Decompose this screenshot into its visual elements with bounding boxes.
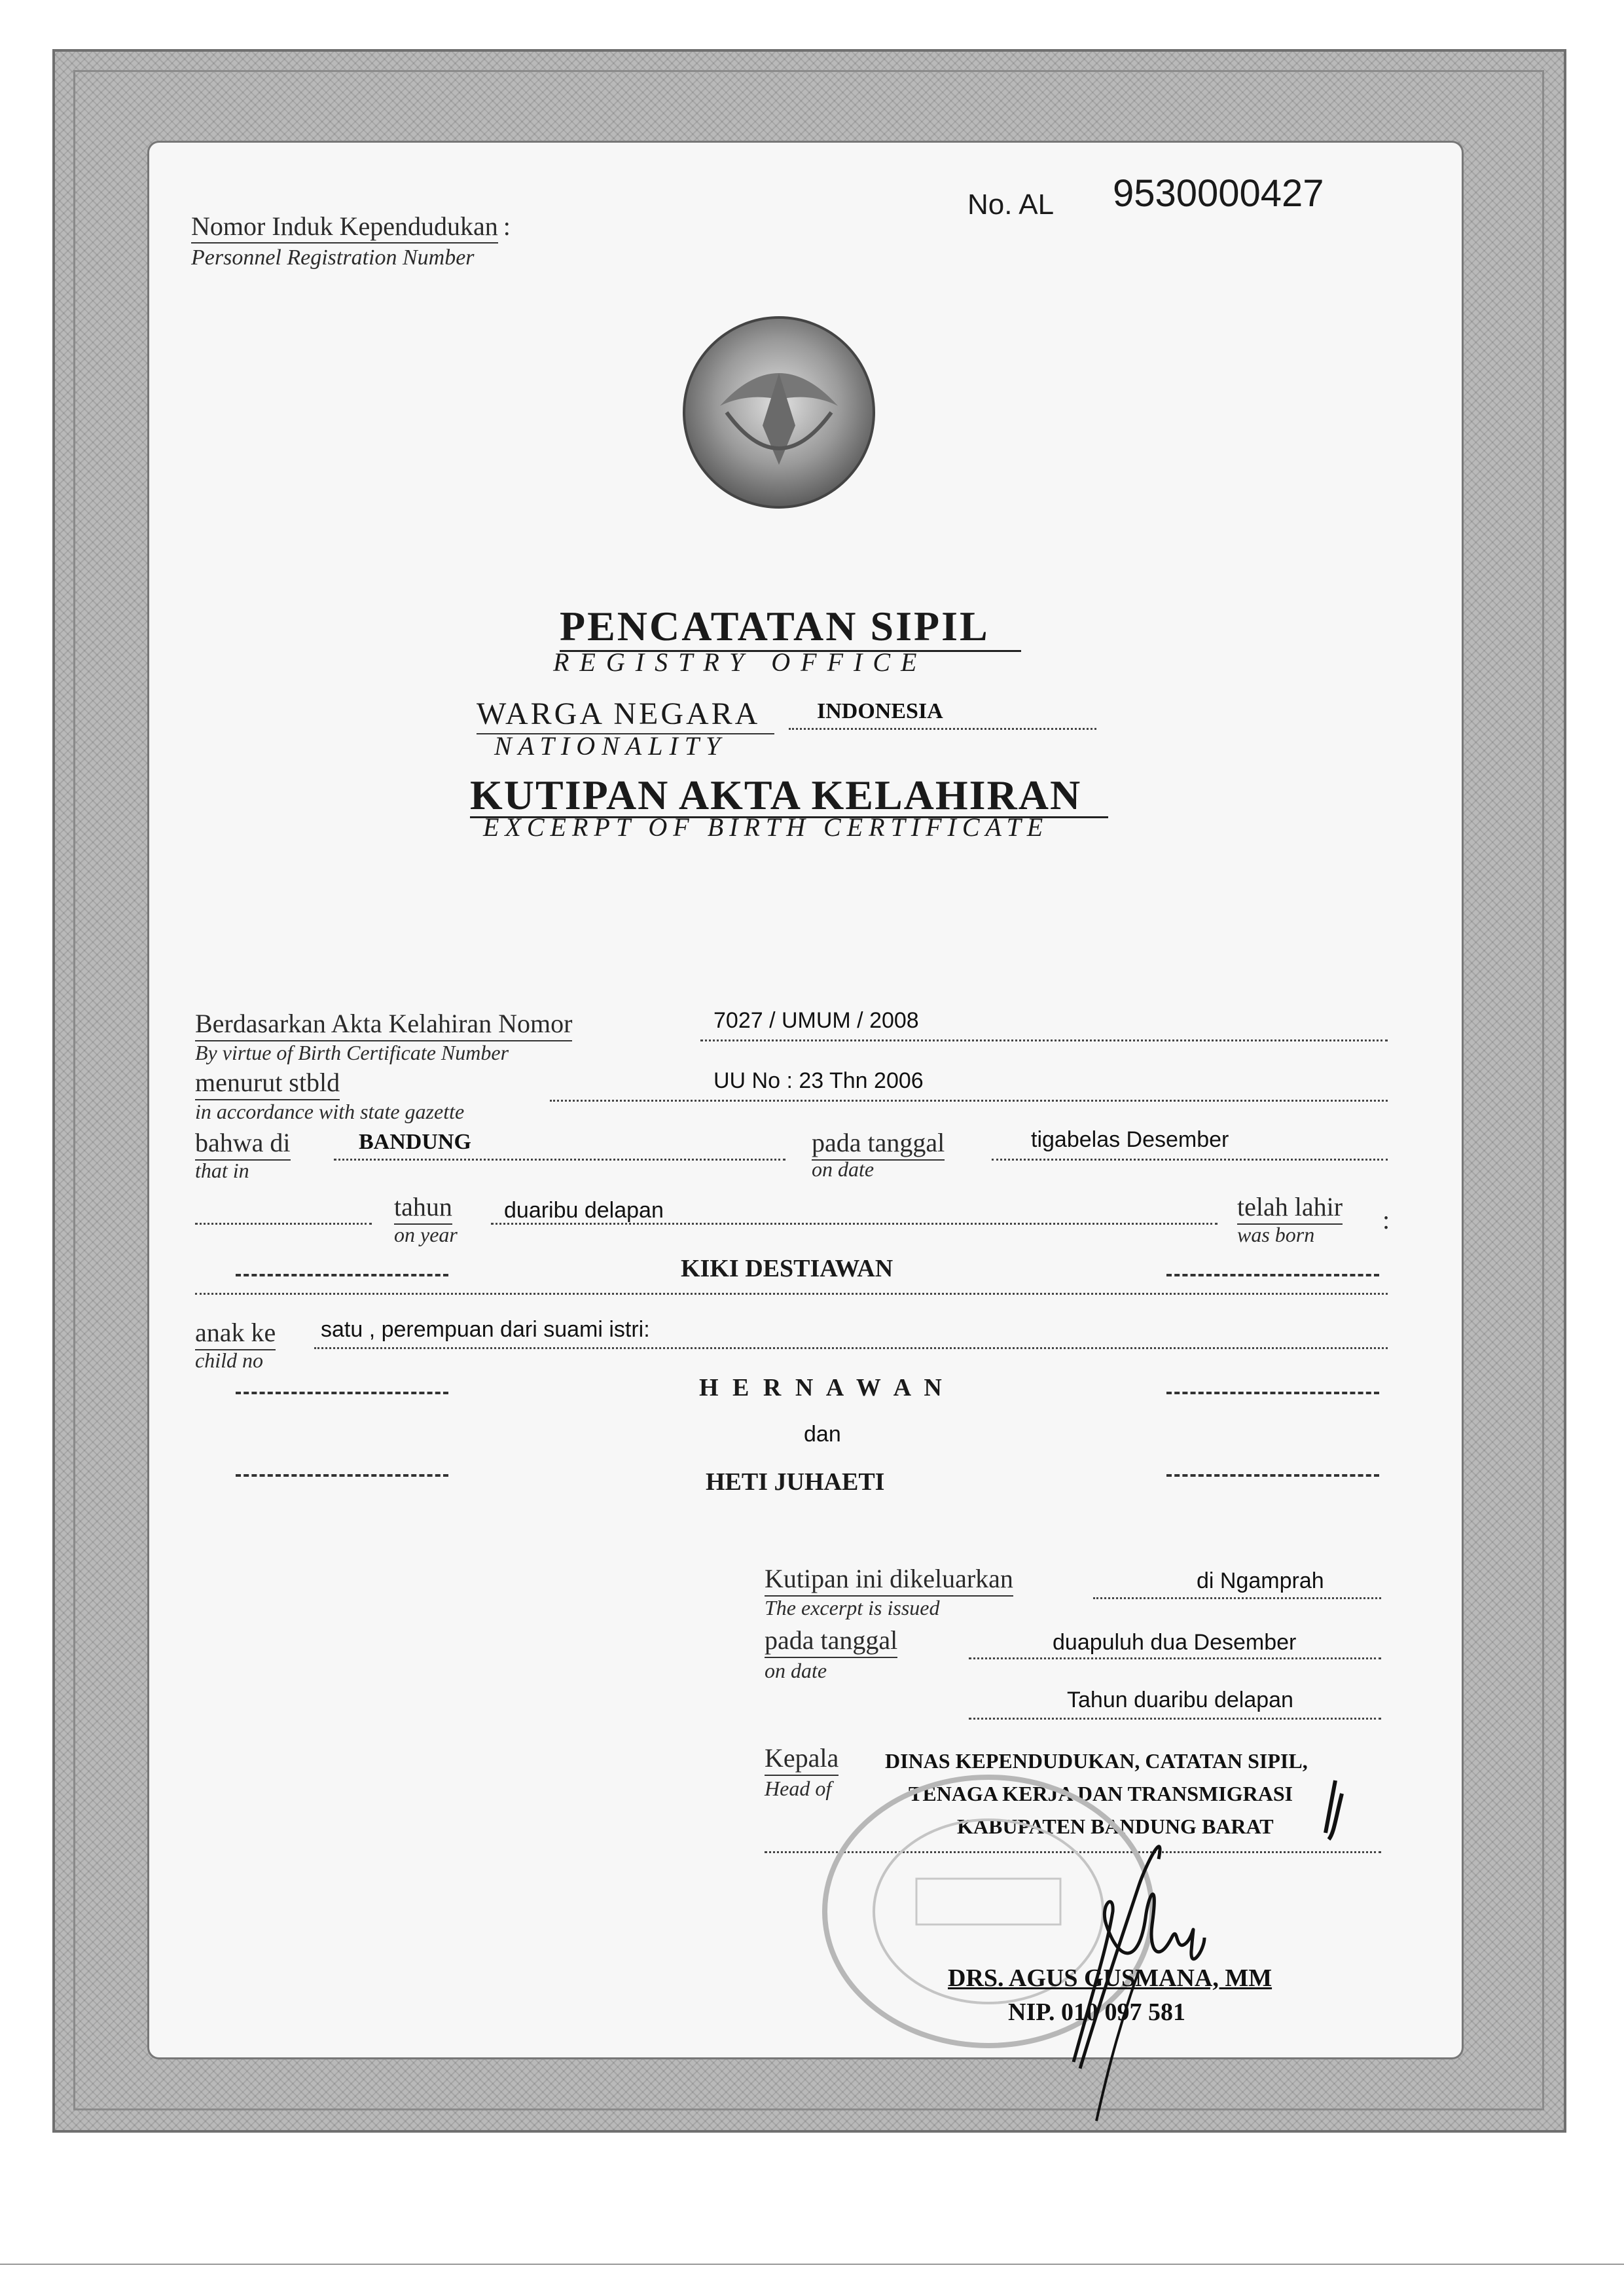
agency-line-3: KABUPATEN BANDUNG BARAT — [957, 1815, 1274, 1838]
birth-year-value: duaribu delapan — [504, 1198, 664, 1223]
birth-date-label: pada tanggal — [812, 1127, 945, 1161]
scan-edge-line — [0, 2264, 1624, 2265]
office-title-en: REGISTRY OFFICE — [553, 647, 928, 677]
issued-label-en: The excerpt is issued — [765, 1596, 940, 1619]
cert-number-label: Berdasarkan Akta Kelahiran Nomor — [195, 1008, 572, 1041]
document-title-en: EXCERPT OF BIRTH CERTIFICATE — [483, 812, 1049, 842]
dotted-line — [789, 728, 1096, 730]
dotted-line — [1093, 1597, 1381, 1599]
registration-label-en: Personnel Registration Number — [191, 245, 475, 270]
garuda-emblem-icon — [681, 314, 877, 511]
head-label-en: Head of — [765, 1777, 832, 1800]
registration-label: Nomor Induk Kependudukan : — [191, 211, 511, 242]
and-label: dan — [804, 1422, 841, 1447]
signature-icon — [943, 1754, 1401, 2134]
cert-number-label-en: By virtue of Birth Certificate Number — [195, 1041, 509, 1064]
child-no-label: anak ke — [195, 1317, 276, 1350]
gazette-label: menurut stbld — [195, 1067, 340, 1100]
dotted-line — [992, 1159, 1388, 1161]
gazette-value: UU No : 23 Thn 2006 — [713, 1068, 924, 1093]
dashed-line — [236, 1474, 448, 1477]
place-label: bahwa di — [195, 1127, 291, 1161]
born-colon: : — [1382, 1205, 1390, 1235]
place-value: BANDUNG — [359, 1130, 471, 1154]
dashed-line — [1166, 1392, 1379, 1394]
father-name: H E R N A W A N — [699, 1374, 946, 1401]
agency-line-2: TENAGA KERJA DAN TRANSMIGRASI — [909, 1782, 1293, 1805]
official-nip: NIP. 010 097 581 — [1008, 1998, 1185, 2026]
dotted-line — [969, 1718, 1381, 1720]
issued-place-value: di Ngamprah — [1197, 1568, 1324, 1593]
born-label-en: was born — [1237, 1223, 1315, 1246]
dotted-line — [700, 1039, 1388, 1041]
birth-year-label: tahun — [394, 1191, 452, 1225]
official-name: DRS. AGUS GUSMANA, MM — [948, 1964, 1272, 1992]
dashed-line — [236, 1392, 448, 1394]
dotted-line — [195, 1293, 1388, 1295]
cert-number-value: 7027 / UMUM / 2008 — [713, 1008, 919, 1033]
dotted-line — [334, 1159, 785, 1161]
dashed-line — [1166, 1274, 1379, 1276]
child-name: KIKI DESTIAWAN — [681, 1255, 893, 1282]
born-label: telah lahir — [1237, 1191, 1343, 1225]
dotted-line — [195, 1223, 372, 1225]
dotted-line — [969, 1657, 1381, 1659]
child-no-value: satu , perempuan dari suami istri: — [321, 1317, 650, 1342]
certificate-number: 9530000427 — [1113, 172, 1324, 215]
issued-label: Kutipan ini dikeluarkan — [765, 1563, 1013, 1597]
office-title: PENCATATAN SIPIL — [560, 603, 990, 649]
issue-year-value: Tahun duaribu delapan — [1067, 1688, 1293, 1712]
issue-date-label: pada tanggal — [765, 1625, 897, 1658]
document-title: KUTIPAN AKTA KELAHIRAN — [470, 772, 1082, 818]
dotted-line — [314, 1347, 1388, 1349]
head-label: Kepala — [765, 1743, 839, 1776]
dotted-line — [491, 1223, 1218, 1225]
nationality-value: INDONESIA — [817, 699, 943, 723]
agency-line-1: DINAS KEPENDUDUKAN, CATATAN SIPIL, — [885, 1749, 1308, 1773]
child-no-label-en: child no — [195, 1348, 263, 1372]
dotted-line — [550, 1100, 1388, 1102]
gazette-label-en: in accordance with state gazette — [195, 1100, 465, 1123]
birth-date-value: tigabelas Desember — [1031, 1127, 1229, 1152]
nationality-label: WARGA NEGARA — [477, 696, 761, 731]
certificate-number-prefix: No. AL — [967, 189, 1055, 221]
dashed-line — [236, 1274, 448, 1276]
issue-date-value: duapuluh dua Desember — [1053, 1630, 1297, 1655]
issue-date-label-en: on date — [765, 1659, 827, 1682]
nationality-label-en: NATIONALITY — [494, 731, 727, 761]
place-label-en: that in — [195, 1159, 249, 1182]
birth-date-label-en: on date — [812, 1157, 875, 1181]
dashed-line — [1166, 1474, 1379, 1477]
mother-name: HETI JUHAETI — [706, 1468, 885, 1496]
birth-year-label-en: on year — [394, 1223, 458, 1246]
